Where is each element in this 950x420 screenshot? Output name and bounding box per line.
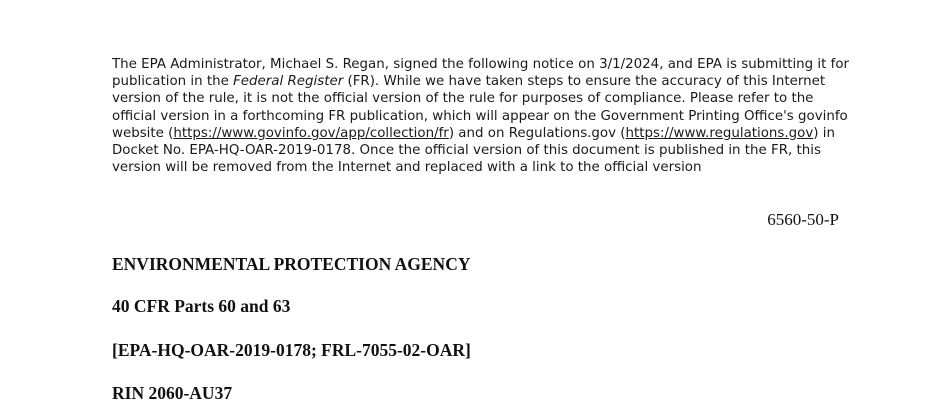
govinfo-link[interactable]: https://www.govinfo.gov/app/collection/fr [173,125,449,141]
document-number: 6560-50-P [767,210,839,229]
docket-heading: [EPA-HQ-OAR-2019-0178; FRL-7055-02-OAR] [112,340,471,360]
rin-heading: RIN 2060-AU37 [112,383,233,403]
publication-notice [112,56,852,176]
federal-register-title: Federal Register [233,74,344,90]
notice-text-2: (FR). While we have taken steps to ensure the accuracy of this Internet version of the rule, it is not the official version of the rule for purposes of compliance. Please refer to the official version in a forthcoming FR publication, which will appear on the Government Printing Office's govinfo website ( [112,74,848,141]
notice-text-1: The EPA Administrator, Michael S. Regan, signed the following notice on 3/1/2024, and EPA is submitting it for publication in the [112,57,850,90]
notice-text-4: ) in Docket No. EPA-HQ-OAR-2019-0178. Once the official version of this document is published in the FR, this version will be removed from the Internet and replaced with a link to the official version [112,125,835,176]
notice-text-3: ) and on Regulations.gov ( [448,125,626,141]
cfr-parts-heading: 40 CFR Parts 60 and 63 [112,296,291,316]
regulations-gov-link[interactable]: https://www.regulations.gov [625,125,814,141]
agency-heading: ENVIRONMENTAL PROTECTION AGENCY [112,254,471,274]
